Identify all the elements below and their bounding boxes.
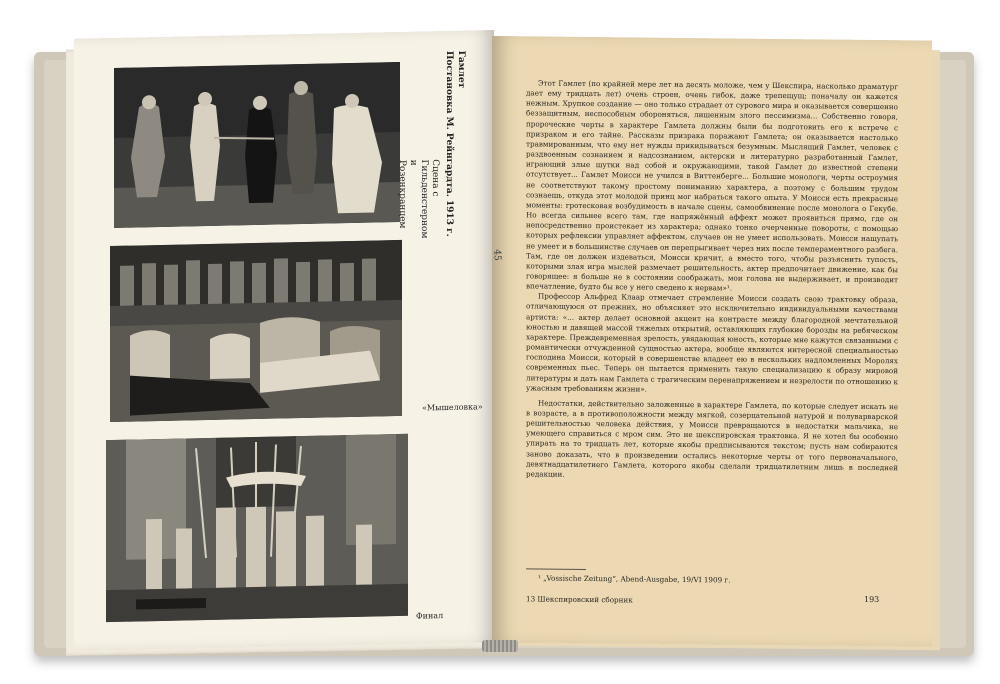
caption-scene-3: Финал (416, 611, 444, 621)
page-number: 193 (864, 594, 880, 605)
photo-finale-scene (106, 434, 408, 622)
paragraph: Недостатки, действительно заложенные в характере Гамлета, по которые следует искать не в возрасте, а в противоположности между мягкой, созерцательной натурой и полуварварской решительностью человека действия, у Моисси превращаются в недостатки мальчика, не умеющего справиться с мром сим. Это не шекспировская трактовка. Я не хотел бы особенно упирать на то тридцать лет, которые якобы предписываются текстом; пусть нам собираются заново доказать, что в произведении остались некоторые черты от того первоначального, девятнадцатилетнего Гамлета, которого якобы сделали тридцатилетним лишь в последней редакции. (526, 398, 898, 479)
caption-scene-1: Сцена с Гильденстерном и Розенкранцем (397, 159, 440, 239)
footnote-rule (526, 568, 586, 570)
photo-mousetrap-scene (110, 240, 402, 422)
spine-mark: 45 (491, 249, 502, 261)
body-text (526, 78, 898, 483)
right-page (492, 36, 932, 647)
caption-director: Постановка М. Рейнгардта. 1913 г. (444, 50, 454, 237)
paragraph: Профессор Альфред Клаар отмечает стремление Моисси создать свою трактовку образа, отличающуюся от прежних, но объясняет это исключительно индивидуальными качествами артиста: «... актер делает основной акцент на контрасте между благородной мечтательной юностью и давящей массой тяжелых открытий, оставляющих глубокие борозды на ребяческом характере. Преждевременная зрелость, увядающая юность, которые мне кажутся связанными с романтически отчужденной сущностью актера, вообще являются интересной специальностью господина Моисси, который в совершенстве владеет ею в нескольких надломленных Моролях современных пьес. Теперь он пытается применить такую специализацию к образу мировой литературы и дать нам Гамлета с трагическим перенапряжением и незрелости по отношению к ужасным требованиям жизни». (526, 291, 898, 394)
footnote: ¹ „Vossische Zeitung“, Abend-Ausgabe, 19/VI 1909 г. (538, 573, 731, 585)
signature-line: 13 Шекспировский сборник (526, 594, 633, 605)
caption-title: Гамлет (456, 50, 466, 89)
caption-scene-2: «Мышеловка» (422, 402, 483, 413)
paragraph: Этот Гамлет (по крайней мере лет на десять моложе, чем у Шекспира, насколько драматург дает ему тридцать лет) очень строен, очень гибок, даже трепещущ; поначалу он кажется нежным. Хрупкое создание — оно только страдает от сурового мира и оказывается совершенно беззащитным, неспособным обороняться, лишенным злого пессимизма... Собственно говоря, пророческие черты в характере Гамлета должны были бы подготовить его к встрече с призраком и его тайне. Рассказы призрака поражают Гамлета; он оказывается настолько травмированным, что ему нет нужды прикидываться безумным. Мыслящий Гамлет, человек с раздвоенным сознанием и надсознанием, актерски и литературно разработанный Гамлет, играющий злые шутки над собой и окружающими, такой Гамлет до известной степени отсутствует... Гамлет Моисси не учился в Виттенберге... Большие монологи, черты остроумия не соответствуют такому простому пониманию характера, а поэтому с большим трудом сознаешь, откуда этот молодой принц мог набраться такого опыта. У Моисси есть прекрасные моменты: гротесковая возбудимость в начале сцены, самообвинение после монолога о Гекубе. Но всегда сильнее всего там, где напряжённый аффект может проявиться прямо, где он непосредственно проистекает из характера; однако тонко очерченные повороты, с помощью которых рефлексии управляет аффектом, случаев он не умеет использовать. Моисси нащупать не умеет и в большинстве случаев он перепрыгивает через них после темпераментного разбега. Там, где он должен издеваться, Моисси кричит, а вместо того, чтобы разъяснить тупость, которыми злая игра мыслей размечает решительность, актер предпочитает движение, как бы говорящее: я больше не в состоянии соображать, мои голова не выдерживает, и производит впечатление, будто бы все у него сведено к нервам»¹. (526, 78, 898, 293)
left-page (74, 30, 494, 651)
photo-guildenstern-scene (114, 62, 400, 228)
bookmark-ribbon (482, 640, 518, 652)
